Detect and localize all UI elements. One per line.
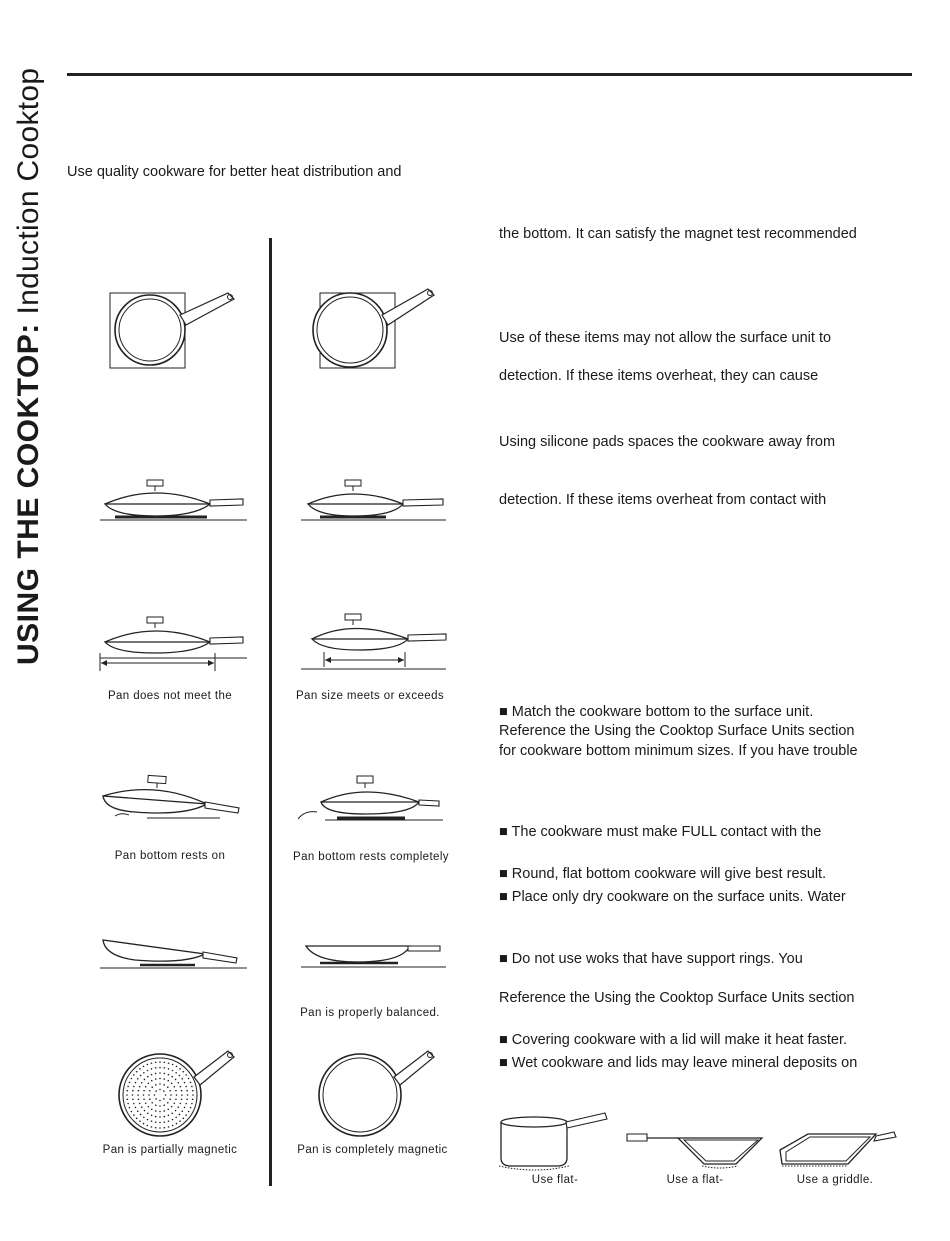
flat-wok-icon — [624, 1128, 764, 1172]
caption-balance-good: Pan is properly balanced. — [300, 1007, 440, 1019]
caption-magnet-bad: Pan is partially magnetic — [102, 1144, 238, 1156]
caption-contact-bad: Pan bottom rests on — [114, 850, 226, 862]
pan-side-view-small-icon — [95, 478, 255, 523]
caption-size-bad: Pan does not meet the — [107, 690, 233, 702]
caption-griddle: Use a griddle. — [796, 1174, 874, 1186]
pan-fits-top-view-icon — [300, 285, 450, 375]
caption-contact-good: Pan bottom rests completely — [293, 851, 449, 863]
pan-too-small-top-view-icon — [100, 285, 250, 375]
bullet-match-bottom: ■ Match the cookware bottom to the surface unit. — [499, 704, 814, 720]
griddle-icon — [772, 1128, 902, 1172]
pan-size-bad-dimension-icon — [95, 615, 255, 675]
bullet-full-contact: ■ The cookware must make FULL contact with the — [499, 824, 822, 840]
caption-flat: Use flat- — [531, 1174, 579, 1186]
top-rule — [67, 73, 912, 76]
saucepan-icon — [495, 1108, 615, 1172]
paragraph-detection: detection. If these items overheat from contact with — [499, 492, 827, 508]
caption-magnet-good: Pan is completely magnetic — [297, 1144, 448, 1156]
bullet-dry-cookware: ■ Place only dry cookware on the surface units. Water — [499, 889, 846, 905]
pan-size-good-dimension-icon — [298, 612, 458, 672]
bullet-match-bottom-line2: Reference the Using the Cooktop Surface Units section — [499, 723, 855, 739]
paragraph-items-warning: Use of these items may not allow the surface unit to — [499, 330, 832, 346]
pan-warped-bottom-icon — [95, 772, 255, 824]
intro-text: Use quality cookware for better heat distribution and — [67, 164, 402, 180]
bullet-round-flat: ■ Round, flat bottom cookware will give best result. — [499, 866, 827, 882]
pan-partially-magnetic-icon — [110, 1045, 245, 1140]
caption-flat-2: Use a flat- — [666, 1174, 724, 1186]
bullet-woks-reference: Reference the Using the Cooktop Surface Units section — [499, 990, 855, 1006]
section-side-title — [12, 68, 46, 665]
pan-flat-bottom-icon — [295, 774, 455, 824]
side-title-bold: USING THE COOKTOP: — [12, 323, 45, 665]
pan-tipping-unbalanced-icon — [95, 932, 255, 972]
caption-size-good: Pan size meets or exceeds — [295, 690, 445, 702]
column-divider — [269, 238, 272, 1186]
bullet-lid: ■ Covering cookware with a lid will make it heat faster. — [499, 1032, 848, 1048]
pan-completely-magnetic-icon — [310, 1045, 445, 1140]
pan-balanced-icon — [298, 940, 458, 972]
bullet-woks: ■ Do not use woks that have support rings. You — [499, 951, 803, 967]
pan-side-view-fit-icon — [298, 478, 458, 523]
paragraph-silicone-pads: Using silicone pads spaces the cookware away from — [499, 434, 836, 450]
side-title-light: Induction Cooktop — [12, 67, 45, 324]
bullet-match-bottom-line3: for cookware bottom minimum sizes. If you have trouble — [499, 743, 858, 759]
bullet-wet-cookware: ■ Wet cookware and lids may leave mineral deposits on — [499, 1055, 858, 1071]
paragraph-overheat: detection. If these items overheat, they can cause — [499, 368, 819, 384]
paragraph-magnet-test: the bottom. It can satisfy the magnet test recommended — [499, 226, 857, 242]
